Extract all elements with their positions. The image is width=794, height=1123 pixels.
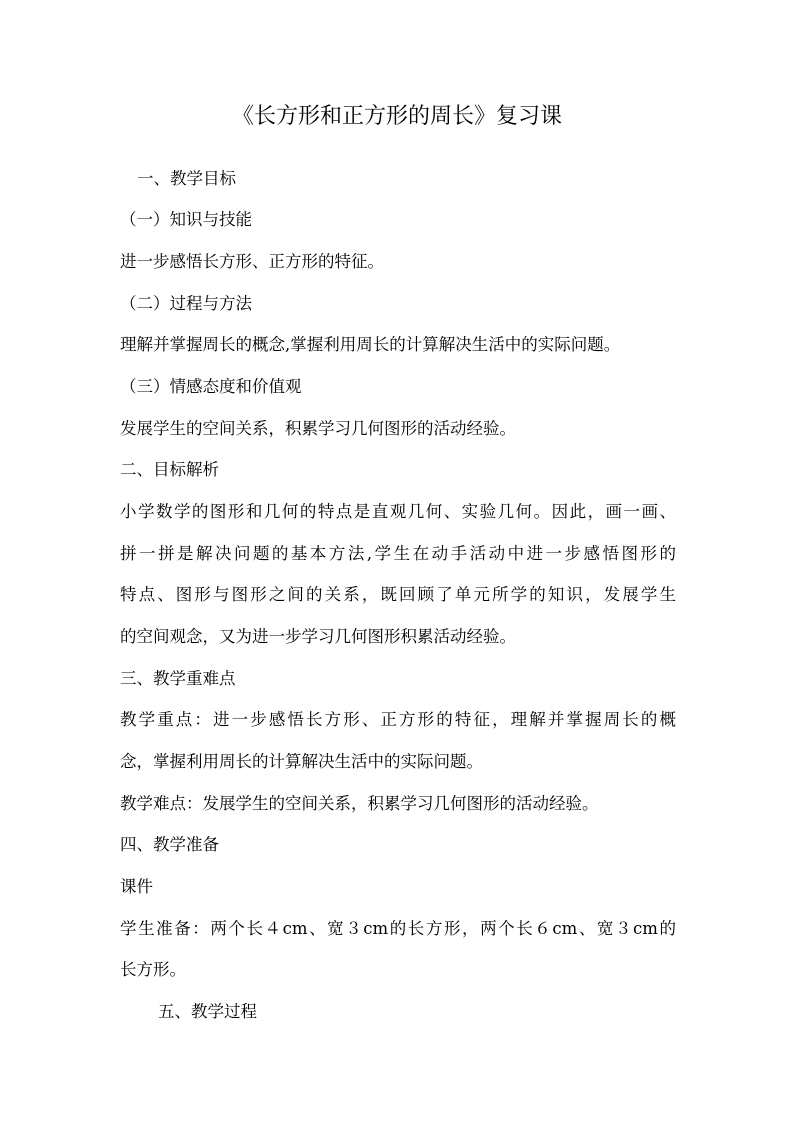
subsection-knowledge-skills: （一）知识与技能 [120,210,252,229]
subsection-process-methods: （二）过程与方法 [120,294,252,313]
paragraph-process-methods: 理解并掌握周长的概念,掌握利用周长的计算解决生活中的实际问题。 [120,335,621,354]
section-heading-teaching-preparation: 四、教学准备 [120,835,219,854]
section-heading-goal-analysis: 二、目标解析 [120,460,219,479]
paragraph-student-prep-line-1: 学生准备：两个长４cm、宽３cm的长方形，两个长６cm、宽３cm的 [120,919,676,938]
subsection-emotion-values: （三）情感态度和价值观 [120,377,302,396]
section-heading-key-difficult-points: 三、教学重难点 [120,669,236,688]
paragraph-key-point-line-2: 念，掌握利用周长的计算解决生活中的实际问题。 [120,752,483,771]
document-title: 《长方形和正方形的周长》复习课 [231,104,562,129]
section-heading-teaching-process: 五、教学过程 [158,1002,257,1021]
paragraph-key-point-line-1: 教学重点：进一步感悟长方形、正方形的特征，理解并掌握周长的概 [120,710,676,729]
paragraph-goal-analysis-line-1: 小学数学的图形和几何的特点是直观几何、实验几何。因此，画一画、 [120,502,676,521]
paragraph-goal-analysis-line-3: 特点、图形与图形之间的关系，既回顾了单元所学的知识，发展学生 [120,585,676,604]
paragraph-goal-analysis-line-4: 的空间观念，又为进一步学习几何图形积累活动经验。 [120,627,516,646]
paragraph-difficult-point: 教学难点：发展学生的空间关系，积累学习几何图形的活动经验。 [120,794,599,813]
section-heading-teaching-goals: 一、教学目标 [137,169,236,188]
paragraph-goal-analysis-line-2: 拼一拼是解决问题的基本方法,学生在动手活动中进一步感悟图形的 [120,544,676,563]
paragraph-courseware: 课件 [120,877,153,896]
paragraph-knowledge-skills: 进一步感悟长方形、正方形的特征。 [120,252,384,271]
paragraph-student-prep-line-2: 长方形。 [120,960,186,979]
paragraph-emotion-values: 发展学生的空间关系，积累学习几何图形的活动经验。 [120,419,516,438]
